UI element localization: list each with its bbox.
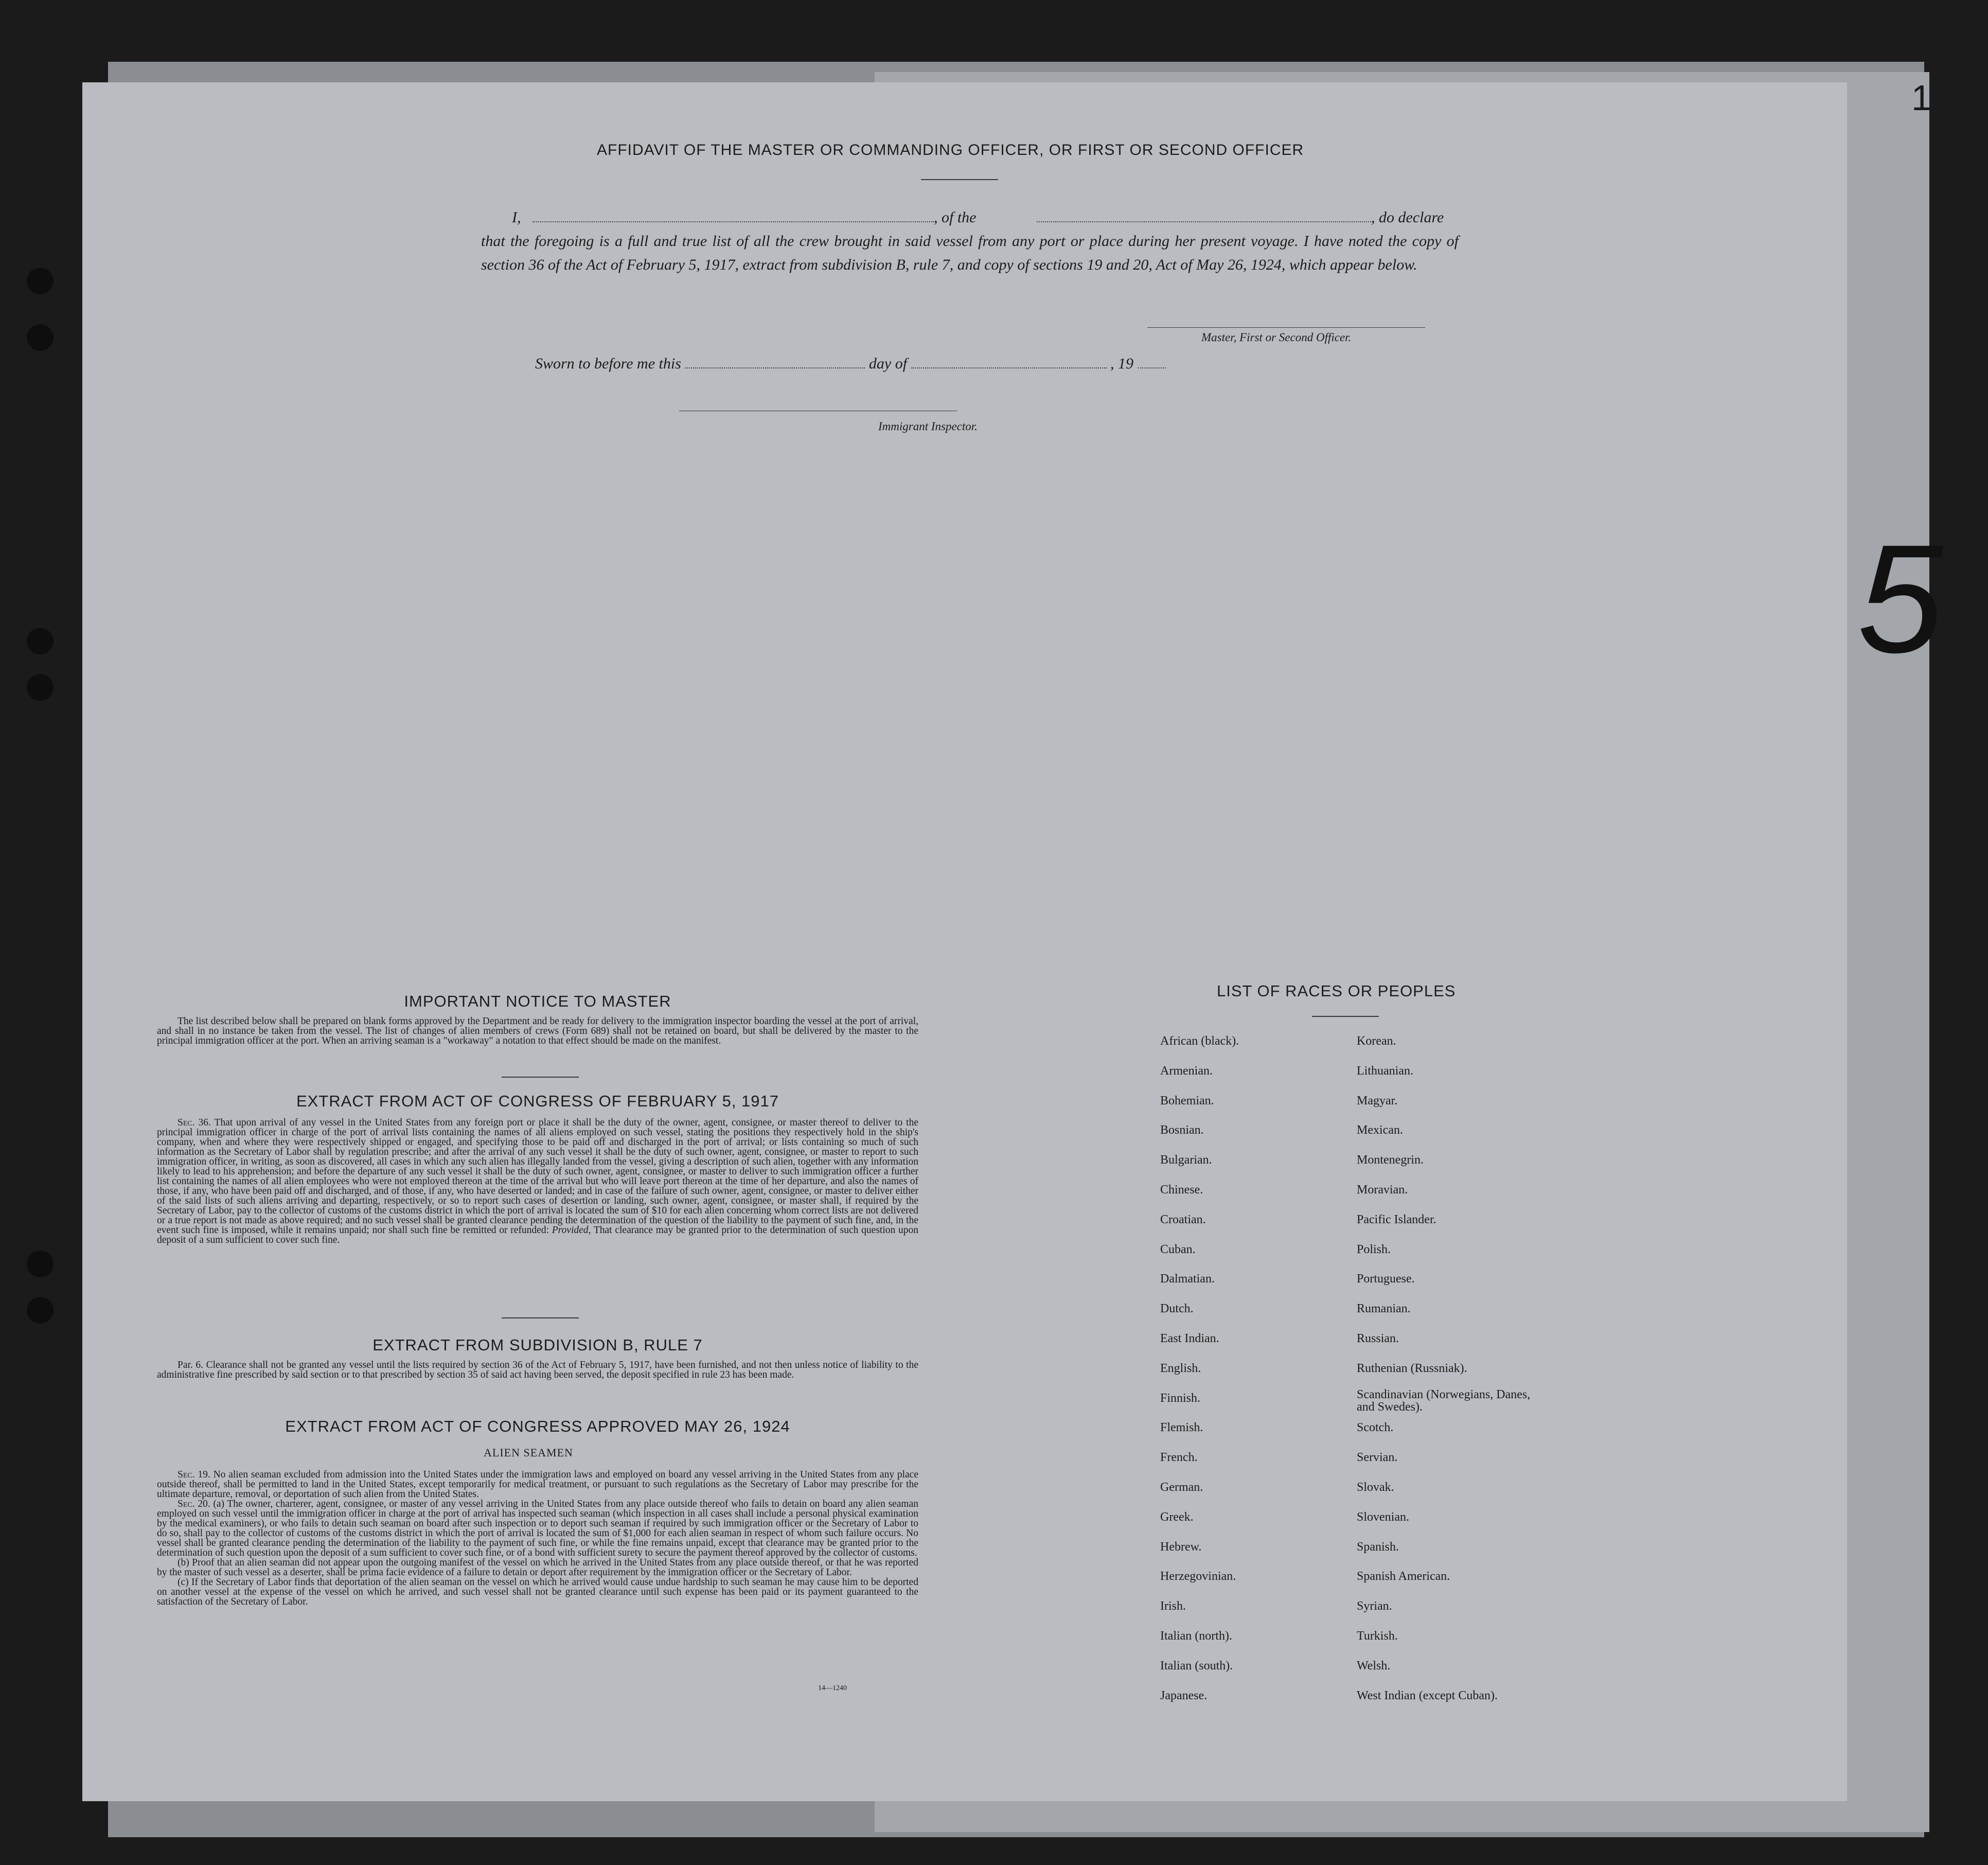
sec20c-text: (c) If the Secretary of Labor finds that deportation of the alien seaman on the vessel on which he arrived would cause undue hardship to such seaman he may cause him to be deported on another vessel at the expense of the vessel on which he arrived, and such vessel shall not be granted clearance until such expense has been paid or its payment guaranteed to the satisfaction of the Secretary of Labor. [157, 1577, 918, 1607]
handwritten-number: 5 [1857, 512, 1943, 685]
race-item-right: Welsh. [1357, 1659, 1391, 1673]
extract-1917-text [157, 1118, 918, 1245]
race-item-left: Dutch. [1160, 1302, 1194, 1316]
race-item-right: Ruthenian (Russniak). [1357, 1361, 1467, 1375]
race-item-left: Bulgarian. [1160, 1153, 1212, 1167]
binder-hole [27, 324, 54, 351]
race-item-right: Lithuanian. [1357, 1064, 1413, 1078]
race-item-left: Bohemian. [1160, 1094, 1214, 1107]
section-divider [502, 1077, 579, 1078]
inspector-caption: Immigrant Inspector. [878, 420, 978, 433]
race-item-right: Slovenian. [1357, 1510, 1409, 1524]
race-item-left: Italian (north). [1160, 1629, 1232, 1643]
extract-1924-title: EXTRACT FROM ACT OF CONGRESS APPROVED MAY 26, 1924 [285, 1417, 790, 1435]
race-item-left: Chinese. [1160, 1183, 1203, 1197]
affidavit-do-declare: , do declare [1371, 209, 1444, 226]
notice-text [157, 1016, 918, 1046]
master-signature-line [1147, 327, 1425, 328]
year-blank [1138, 367, 1166, 368]
race-item-right: Scotch. [1357, 1421, 1394, 1435]
races-title: LIST OF RACES OR PEOPLES [1217, 982, 1456, 1000]
race-item-right: Korean. [1357, 1034, 1396, 1048]
race-item-right: Spanish American. [1357, 1570, 1450, 1584]
binder-hole [27, 628, 54, 655]
sworn-prefix: Sworn to before me this [535, 355, 681, 372]
race-item-left: Irish. [1160, 1599, 1186, 1613]
race-item-left: Bosnian. [1160, 1123, 1204, 1137]
rule7-title: EXTRACT FROM SUBDIVISION B, RULE 7 [372, 1336, 703, 1354]
name-blank [532, 221, 934, 222]
race-item-right: Polish. [1357, 1242, 1391, 1256]
race-item-left: Croatian. [1160, 1212, 1206, 1226]
title-divider [921, 179, 998, 180]
sec20b-text: (b) Proof that an alien seaman did not appear upon the outgoing manifest of the vessel on which he arrived in the United States from any place outside thereof, or that he was reported by the master of such vessel as a deserter, shall be prima facie evidence of a failure to detain or deport after requirement by the immigration officer or the Secretary of Labor. [157, 1557, 918, 1578]
notice-title: IMPORTANT NOTICE TO MASTER [404, 992, 671, 1010]
extract-1924-text [157, 1470, 918, 1607]
day-blank [685, 367, 865, 368]
race-item-left: Finnish. [1160, 1391, 1201, 1405]
race-item-left: French. [1160, 1451, 1198, 1465]
race-item-left: African (black). [1160, 1034, 1239, 1048]
race-item-left: Herzegovinian. [1160, 1570, 1236, 1584]
binder-hole [27, 674, 54, 701]
race-item-right: Servian. [1357, 1451, 1398, 1465]
race-item-right: Spanish. [1357, 1540, 1399, 1554]
affidavit-title: AFFIDAVIT OF THE MASTER OR COMMANDING OFFICER, OR FIRST OR SECOND OFFICER [597, 142, 1304, 159]
race-item-right: Pacific Islander. [1357, 1212, 1436, 1226]
race-item-left: Hebrew. [1160, 1540, 1202, 1554]
binder-hole [27, 1297, 54, 1324]
race-item-right: Slovak. [1357, 1481, 1394, 1494]
sec36-label: Sec. 36. [177, 1117, 211, 1128]
sec19-label: Sec. 19. [177, 1469, 210, 1480]
section-divider [502, 1317, 579, 1318]
sec19-text: No alien seaman excluded from admission into the United States under the immigration laws and employed on board any vessel arriving in the United States from any place outside thereof, shall be permitted to land in the United States, except temporarily for medical treatment, or pursuant to such regulations as the Secretary of Labor may prescribe for the ultimate departure, removal, or deportation of such alien from the United States. [157, 1469, 918, 1500]
affidavit-of-the: , of the [934, 209, 977, 226]
provided-label: Provided, [552, 1225, 591, 1236]
year-prefix: , 19 [1110, 355, 1134, 372]
form-number: 14—1240 [818, 1684, 847, 1692]
race-item-left: Italian (south). [1160, 1659, 1233, 1673]
handwritten-mark: 1 [1911, 78, 1931, 118]
rule7-paragraph: Par. 6. Clearance shall not be granted any vessel until the lists required by section 36 of the Act of February 5, 1917, have been furnished, and not then unless notice of liability to the administrative fine prescribed by said section or to that prescribed by section 35 of said act having been served, the deposit specified in rule 23 has been made. [157, 1360, 918, 1380]
provided-text: That clearance may be granted prior to the determination of such question upon deposit of a sum sufficient to cover such fine. [157, 1225, 918, 1245]
race-item-right: Portuguese. [1357, 1272, 1415, 1286]
sec36-text: That upon arrival of any vessel in the United States from any foreign port or place it shall be the duty of the owner, agent, consignee, or master thereof to deliver to the principal immigration officer in charge of the port of arrival lists containing the names of all aliens employed on such vessel, stating the positions they respectively hold in the ship's company, when and where they were respectively shipped or engaged, and specifying those to be paid off and discharged in the port of arrival; or lists containing so much of such information as the Secretary of Labor shall by regulation prescribe; and after the arrival of any such vessel it shall be the duty of such owner, agent, consignee, or master to report to such immigration officer, in writing, as soon as discovered, all cases in which any such alien has illegally landed from the vessel, giving a description of such alien, together with any information likely to lead to his apprehension; and before the departure of any such vessel it shall be the duty of such owner, agent, consignee, or master to deliver to such immigration officer a further list containing the names of all alien employees who were not employed thereon at the time of the arrival but who will leave port thereon at the time of her departure, and also the names of those, if any, who have been paid off and discharged, and of those, if any, who have deserted or landed; and in case of the failure of such owner, agent, consignee, or master to deliver either of the said lists of such aliens arriving and departing, respectively, or so to report such cases of desertion or landing, such owner, agent, consignee, or master shall, if required by the Secretary of Labor, pay to the collector of customs of the customs district in which the port of arrival is located the sum of $10 for each alien concerning whom correct lists are not delivered or a true report is not made as above required; and no such vessel shall be granted clearance pending the determination of the question of the liability to the payment of such fine, and, in the event such fine is imposed, while it remains unpaid; nor shall such fine be remitted or refunded: [157, 1117, 918, 1236]
affidavit-i: I, [512, 209, 521, 226]
sworn-line [535, 355, 1166, 373]
race-item-left: Armenian. [1160, 1064, 1213, 1078]
sec20-label: Sec. 20. [177, 1499, 210, 1509]
race-item-left: German. [1160, 1481, 1203, 1494]
month-blank [911, 367, 1107, 368]
race-item-left: Cuban. [1160, 1242, 1196, 1256]
day-of-label: day of [868, 355, 908, 372]
race-item-left: Flemish. [1160, 1421, 1203, 1435]
rule7-text [157, 1360, 918, 1380]
race-item-right: Turkish. [1357, 1629, 1398, 1643]
race-item-right: Magyar. [1357, 1094, 1398, 1107]
race-item-right: Rumanian. [1357, 1302, 1411, 1316]
extract-1917-title: EXTRACT FROM ACT OF CONGRESS OF FEBRUARY 5, 1917 [296, 1092, 779, 1110]
alien-seamen-subtitle: ALIEN SEAMEN [484, 1446, 573, 1459]
binder-hole [27, 1251, 54, 1277]
affidavit-declaration [481, 206, 1459, 277]
race-item-left: Greek. [1160, 1510, 1194, 1524]
sec20a-text: (a) The owner, charterer, agent, consignee, or master of any vessel arriving in the United States from any place outside thereof who fails to detain on board any alien seaman employed on such vessel until the immigration officer in charge at the port of arrival has inspected such seaman (which inspection in all cases shall include a personal physical examination by the medical examiners), or who fails to detain such seaman on board after such inspection or to deport such seaman if required by such immigration officer or the Secretary of Labor to do so, shall pay to the collector of customs of the customs district in which the port of arrival is located the sum of $1,000 for each alien seaman in respect of whom such failure occurs. No vessel shall be granted clearance pending the determination of the liability to the payment of such fine, or while the fine remains unpaid, except that clearance may be granted prior to the determination of such question upon the deposit of a sum sufficient to cover such fine, or of a bond with sufficient surety to secure the payment thereof approved by the collector of customs. [157, 1499, 919, 1558]
race-item-left: Japanese. [1160, 1688, 1208, 1702]
binder-hole [27, 268, 54, 294]
races-divider [1312, 1016, 1379, 1017]
master-caption: Master, First or Second Officer. [1201, 331, 1352, 344]
race-item-right: Montenegrin. [1357, 1153, 1424, 1167]
race-item-left: East Indian. [1160, 1332, 1219, 1345]
race-item-left: English. [1160, 1361, 1201, 1375]
vessel-blank [1037, 221, 1371, 222]
notice-paragraph: The list described below shall be prepared on blank forms approved by the Department and be ready for delivery to the immigration inspector boarding the vessel at the port of arrival, and shall in no instance be taken from the vessel. The list of changes of alien members of crews (Form 689) shall not be retained on board, but shall be delivered by the master to the principal immigration officer at the port. When an arriving seaman is a "workaway" a notation to that effect should be made on the manifest. [157, 1016, 918, 1046]
race-item-right: Russian. [1357, 1332, 1399, 1345]
race-item-right: Scandinavian (Norwegians, Danes, and Swedes). [1357, 1387, 1531, 1414]
race-item-right: West Indian (except Cuban). [1357, 1688, 1498, 1702]
race-item-right: Mexican. [1357, 1123, 1403, 1137]
race-item-left: Dalmatian. [1160, 1272, 1215, 1286]
race-item-right: Moravian. [1357, 1183, 1408, 1197]
race-item-right: Syrian. [1357, 1599, 1392, 1613]
affidavit-body: that the foregoing is a full and true list of all the crew brought in said vessel from any port or place during her present voyage. I have noted the copy of section 36 of the Act of February 5, 1917, extract from subdivision B, rule 7, and copy of sections 19 and 20, Act of May 26, 1924, which appear below. [481, 233, 1459, 273]
